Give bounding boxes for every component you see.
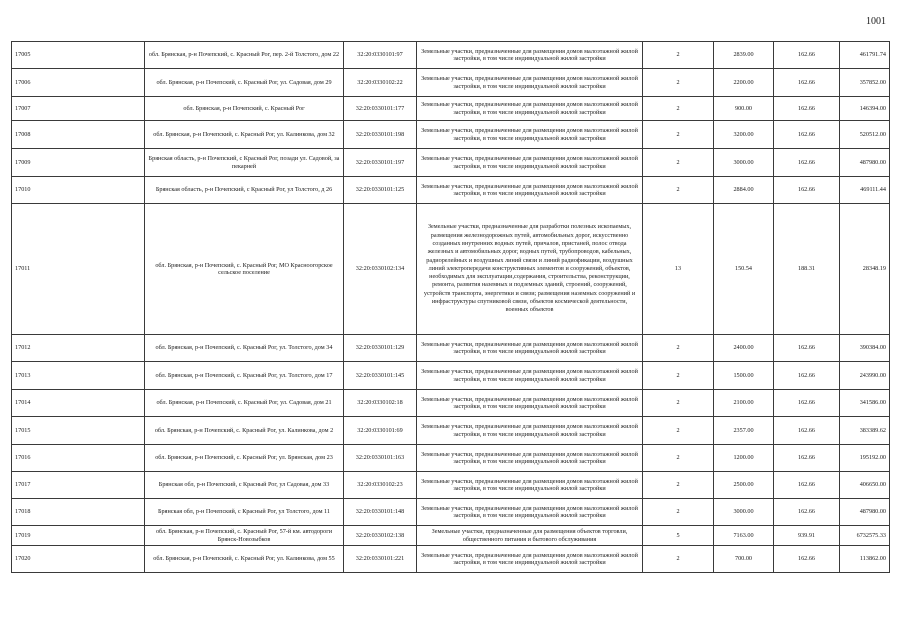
row-area: 2839.00 [714,42,774,69]
row-specific-value: 162.66 [774,42,840,69]
row-address: обл. Брянская, р-н Почепский, с. Красный Рог, ул. Толстого, дом 17 [145,362,344,390]
row-cadastral-value: 487980.00 [840,499,890,526]
row-area: 150.54 [714,204,774,335]
table-row [12,546,890,573]
row-use-group: 2 [643,472,714,499]
table-row [12,335,890,362]
row-number: 17008 [12,121,145,149]
table-row [12,472,890,499]
row-use-group: 2 [643,362,714,390]
table-row [12,121,890,149]
row-address: Брянская область, р-н Почепский, с Красный Рог, ул Толстого, д 26 [145,177,344,204]
row-cadastral-number: 32:20:0330101:198 [344,121,417,149]
row-cadastral-value: 406650.00 [840,472,890,499]
row-land-use: Земельные участки, предназначенные для размещения домов малоэтажной жилой застройки, в том числе индивидуальной жилой застройки [417,390,643,417]
row-specific-value: 162.66 [774,335,840,362]
row-cadastral-number: 32:20:0330101:163 [344,445,417,472]
row-cadastral-value: 390384.00 [840,335,890,362]
table-body [12,42,890,573]
row-area: 2357.00 [714,417,774,445]
table-row [12,204,890,335]
row-cadastral-value: 461791.74 [840,42,890,69]
row-address: обл. Брянская, р-н Почепский, с. Красный Рог, МО Красноогорское сельское поселение [145,204,344,335]
cadastral-value-table [11,41,890,573]
row-use-group: 2 [643,335,714,362]
row-specific-value: 162.66 [774,546,840,573]
row-address: обл. Брянская, р-н Почепский, с. Красный Рог, ул. Брянская, дом 23 [145,445,344,472]
row-specific-value: 162.66 [774,390,840,417]
table-row [12,417,890,445]
row-address: Брянская обл, р-н Почепский, с Красный Рог, ул Толстого, дом 11 [145,499,344,526]
row-specific-value: 162.66 [774,149,840,177]
table-row [12,362,890,390]
row-land-use: Земельные участки, предназначенные для размещения домов малоэтажной жилой застройки, в том числе индивидуальной жилой застройки [417,445,643,472]
row-address: обл. Брянская, р-н Почепский, с. Красный Рог, ул. Калинкова, дом 55 [145,546,344,573]
row-address: обл. Брянская, р-н Почепский, с. Красный Рог, ул. Калинкова, дом 32 [145,121,344,149]
row-number: 17018 [12,499,145,526]
row-cadastral-number: 32:20:0330101:197 [344,149,417,177]
row-cadastral-value: 146394.00 [840,97,890,121]
row-use-group: 13 [643,204,714,335]
row-number: 17014 [12,390,145,417]
row-cadastral-value: 195192.00 [840,445,890,472]
row-use-group: 2 [643,149,714,177]
row-land-use: Земельные участки, предназначенные для размещения домов малоэтажной жилой застройки, в том числе индивидуальной жилой застройки [417,499,643,526]
row-area: 2500.00 [714,472,774,499]
row-area: 900.00 [714,97,774,121]
row-use-group: 2 [643,499,714,526]
row-number: 17015 [12,417,145,445]
row-use-group: 2 [643,177,714,204]
row-land-use: Земельные участки, предназначенные для размещения домов малоэтажной жилой застройки, в том числе индивидуальной жилой застройки [417,42,643,69]
row-cadastral-number: 32:20:0330102:138 [344,526,417,546]
row-cadastral-value: 487980.00 [840,149,890,177]
row-land-use: Земельные участки, предназначенные для размещения домов малоэтажной жилой застройки, в том числе индивидуальной жилой застройки [417,546,643,573]
row-specific-value: 162.66 [774,121,840,149]
row-use-group: 5 [643,526,714,546]
row-area: 2100.00 [714,390,774,417]
row-area: 1200.00 [714,445,774,472]
row-number: 17009 [12,149,145,177]
row-cadastral-value: 243990.00 [840,362,890,390]
row-cadastral-number: 32:20:0330101:145 [344,362,417,390]
row-specific-value: 162.66 [774,362,840,390]
row-number: 17019 [12,526,145,546]
row-number: 17016 [12,445,145,472]
row-specific-value: 188.31 [774,204,840,335]
row-number: 17013 [12,362,145,390]
row-specific-value: 162.66 [774,69,840,97]
row-use-group: 2 [643,546,714,573]
row-use-group: 2 [643,97,714,121]
row-cadastral-number: 32:20:0330101:69 [344,417,417,445]
row-use-group: 2 [643,121,714,149]
row-area: 7163.00 [714,526,774,546]
row-cadastral-number: 32:20:0330101:177 [344,97,417,121]
table-row [12,499,890,526]
row-area: 3000.00 [714,499,774,526]
row-address: обл. Брянская, р-н Почепский, с. Красный Рог, ул. Калинкова, дом 2 [145,417,344,445]
row-address: обл. Брянская, р-н Почепский, с. Красный Рог, ул. Садовая, дом 29 [145,69,344,97]
table-row [12,42,890,69]
row-land-use: Земельные участки, предназначенные для разработки полезных ископаемых, размещения железнодорожных путей, автомобильных дорог, искусственно созданных внутренних водных путей, причалов, пристаней, полос отвода железных и автомобильных дорог, водных путей, трубопроводов, кабельных, радиорелейных и воздушных линий связи и линий радиофикации, воздушных линий электропередачи конструктивных элементов и сооружений, объектов, необходимых для эксплуатации,содержания, строительства, реконструкции, ремонта, развития наземных и подземных зданий, строений, сооружений, устройств транспорта, энергетики и связи; размещения наземных сооружений и инфраструктуры спутниковой связи, объектов космической деятельности, военных объектов [417,204,643,335]
row-specific-value: 162.66 [774,499,840,526]
row-cadastral-number: 32:20:0330101:148 [344,499,417,526]
row-specific-value: 162.66 [774,177,840,204]
row-address: обл. Брянская, р-н Почепский, с. Красный Рог, ул. Садовая, дом 21 [145,390,344,417]
row-area: 1500.00 [714,362,774,390]
row-number: 17010 [12,177,145,204]
row-address: Брянская обл, р-н Почепский, с Красный Рог, ул Садовая, дом 33 [145,472,344,499]
table-row [12,149,890,177]
row-land-use: Земельные участки, предназначенные для размещения домов малоэтажной жилой застройки, в том числе индивидуальной жилой застройки [417,97,643,121]
row-use-group: 2 [643,390,714,417]
row-number: 17020 [12,546,145,573]
table-row [12,445,890,472]
row-use-group: 2 [643,69,714,97]
row-cadastral-number: 32:20:0330101:97 [344,42,417,69]
row-cadastral-value: 341586.00 [840,390,890,417]
row-number: 17005 [12,42,145,69]
row-cadastral-value: 383389.62 [840,417,890,445]
row-cadastral-value: 28348.19 [840,204,890,335]
row-specific-value: 162.66 [774,417,840,445]
table-row [12,97,890,121]
row-cadastral-value: 6732575.33 [840,526,890,546]
row-use-group: 2 [643,445,714,472]
row-cadastral-number: 32:20:0330102:23 [344,472,417,499]
row-address: обл. Брянская, р-н Почепский, с. Красный Рог [145,97,344,121]
row-cadastral-number: 32:20:0330102:18 [344,390,417,417]
row-cadastral-number: 32:20:0330101:125 [344,177,417,204]
row-cadastral-number: 32:20:0330102:134 [344,204,417,335]
row-land-use: Земельные участки, предназначенные для размещения домов малоэтажной жилой застройки, в том числе индивидуальной жилой застройки [417,335,643,362]
row-number: 17006 [12,69,145,97]
row-address: Брянская область, р-н Почепский, с Красный Рог, позади ул. Садовой, за пекарней [145,149,344,177]
table-row [12,390,890,417]
row-specific-value: 939.91 [774,526,840,546]
table-row [12,177,890,204]
row-area: 700.00 [714,546,774,573]
page-number: 1001 [866,16,886,27]
row-number: 17017 [12,472,145,499]
row-area: 2200.00 [714,69,774,97]
row-land-use: Земельные участки, предназначенные для размещения домов малоэтажной жилой застройки, в том числе индивидуальной жилой застройки [417,417,643,445]
row-land-use: Земельные участки, предназначенные для размещения домов малоэтажной жилой застройки, в том числе индивидуальной жилой застройки [417,177,643,204]
row-specific-value: 162.66 [774,472,840,499]
row-land-use: Земельные участки, предназначенные для размещения домов малоэтажной жилой застройки, в том числе индивидуальной жилой застройки [417,121,643,149]
table-row [12,69,890,97]
row-land-use: Земельные участки, предназначенные для размещения домов малоэтажной жилой застройки, в том числе индивидуальной жилой застройки [417,149,643,177]
row-land-use: Земельные участки, предназначенные для размещения объектов торговли, общественного питания и бытового обслуживания [417,526,643,546]
row-address: обл. Брянская, р-н Почепский, с. Красный Рог, пер. 2-й Толстого, дом 22 [145,42,344,69]
row-area: 3200.00 [714,121,774,149]
row-land-use: Земельные участки, предназначенные для размещения домов малоэтажной жилой застройки, в том числе индивидуальной жилой застройки [417,472,643,499]
row-specific-value: 162.66 [774,97,840,121]
row-land-use: Земельные участки, предназначенные для размещения домов малоэтажной жилой застройки, в том числе индивидуальной жилой застройки [417,362,643,390]
row-cadastral-number: 32:20:0330102:22 [344,69,417,97]
row-cadastral-value: 357852.00 [840,69,890,97]
row-number: 17007 [12,97,145,121]
row-number: 17011 [12,204,145,335]
row-number: 17012 [12,335,145,362]
row-cadastral-number: 32:20:0330101:221 [344,546,417,573]
row-use-group: 2 [643,417,714,445]
table-row [12,526,890,546]
row-cadastral-value: 469111.44 [840,177,890,204]
row-address: обл. Брянская, р-н Почепский, с. Красный Рог, ул. Толстого, дом 34 [145,335,344,362]
row-cadastral-number: 32:20:0330101:129 [344,335,417,362]
row-area: 3000.00 [714,149,774,177]
row-cadastral-value: 113862.00 [840,546,890,573]
row-area: 2400.00 [714,335,774,362]
row-area: 2884.00 [714,177,774,204]
row-land-use: Земельные участки, предназначенные для размещения домов малоэтажной жилой застройки, в том числе индивидуальной жилой застройки [417,69,643,97]
row-specific-value: 162.66 [774,445,840,472]
row-cadastral-value: 520512.00 [840,121,890,149]
row-address: обл. Брянская, р-н Почепский, с. Красный Рог, 57-й км. автодороги Брянск-Новозыбков [145,526,344,546]
row-use-group: 2 [643,42,714,69]
